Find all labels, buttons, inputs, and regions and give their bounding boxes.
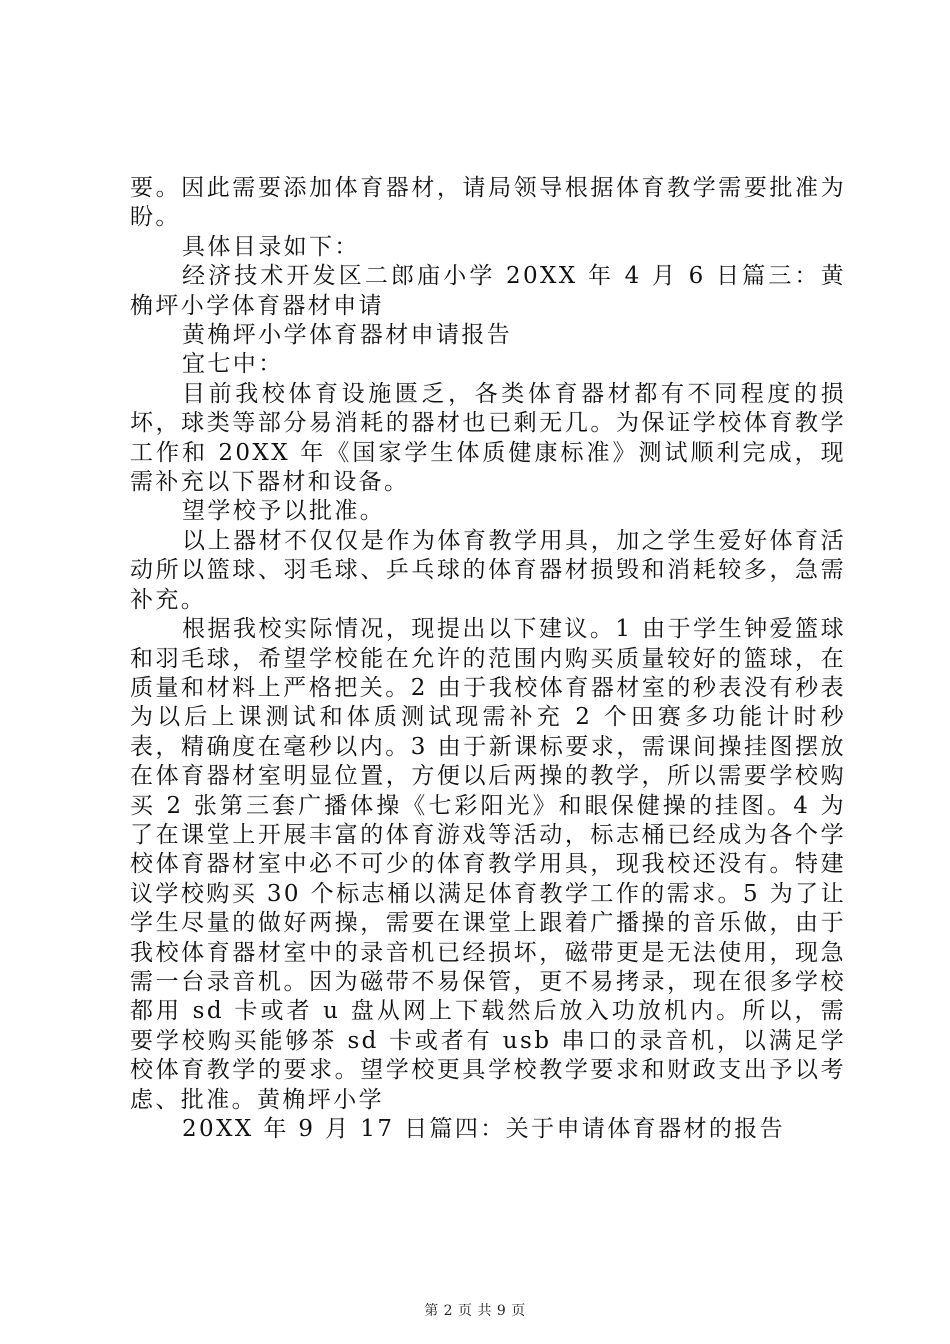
paragraph-6: 目前我校体育设施匮乏，各类体育器材都有不同程度的损坏，球类等部分易消耗的器材也已剩无几。为保证学校体育教学工作和 20XX 年《国家学生体质健康标准》测试顺利完成，现需补充以下器材和设备。 <box>130 380 846 496</box>
page-number-footer: 第 2 页 共 9 页 <box>424 1303 526 1319</box>
paragraph-9: 根据我校实际情况，现提出以下建议。1 由于学生钟爱篮球和羽毛球，希望学校能在允许的范围内购买质量较好的篮球，在质量和材料上严格把关。2 由于我校体育器材室的秒表没有秒表为以后上课测试和体质测试现需补充 2 个田赛多功能计时秒表，精确度在毫秒以内。3 由于新课标要求，需课间操挂图摆放在体育器材室明显位置，方便以后两操的教学，所以需要学校购买 2 张第三套广播体操《七彩阳光》和眼保健操的挂图。4 为了在课堂上开展丰富的体育游戏等活动，标志桶已经成为各个学校体育器材室中必不可少的体育教学用具，现我校还没有。特建议学校购买 30 个标志桶以满足体育教学工作的需求。5 为了让学生尽量的做好两操，需要在课堂上跟着广播操的音乐做，由于我校体育器材室中的录音机已经损坏，磁带更是无法使用，现急需一台录音机。因为磁带不易保管，更不易拷录，现在很多学校都用 sd 卡或者 u 盘从网上下载然后放入功放机内。所以，需要学校购买能够茶 sd 卡或者有 usb 串口的录音机，以满足学校体育教学的要求。望学校更具学校教学要求和财政支出予以考虑、批准。黄桷坪小学 <box>130 616 846 1113</box>
paragraph-7: 望学校予以批准。 <box>182 498 386 525</box>
paragraph-10: 20XX 年 9 月 17 日篇四：关于申请体育器材的报告 <box>182 1116 786 1142</box>
paragraph-2: 具体目录如下： <box>182 233 360 260</box>
document-body <box>130 174 846 1144</box>
paragraph-4: 黄桷坪小学体育器材申请报告 <box>182 322 513 349</box>
paragraph-1: 要。因此需要添加体育器材，请局领导根据体育教学需要批准为盼。 <box>130 175 846 231</box>
paragraph-8: 以上器材不仅仅是作为体育教学用具，加之学生爱好体育活动所以篮球、羽毛球、乒乓球的体育器材损毁和消耗较多，急需补充。 <box>130 527 846 613</box>
paragraph-5: 宜七中： <box>182 351 284 378</box>
paragraph-3: 经济技术开发区二郎庙小学 20XX 年 4 月 6 日篇三：黄桷坪小学体育器材申请 <box>130 263 846 319</box>
